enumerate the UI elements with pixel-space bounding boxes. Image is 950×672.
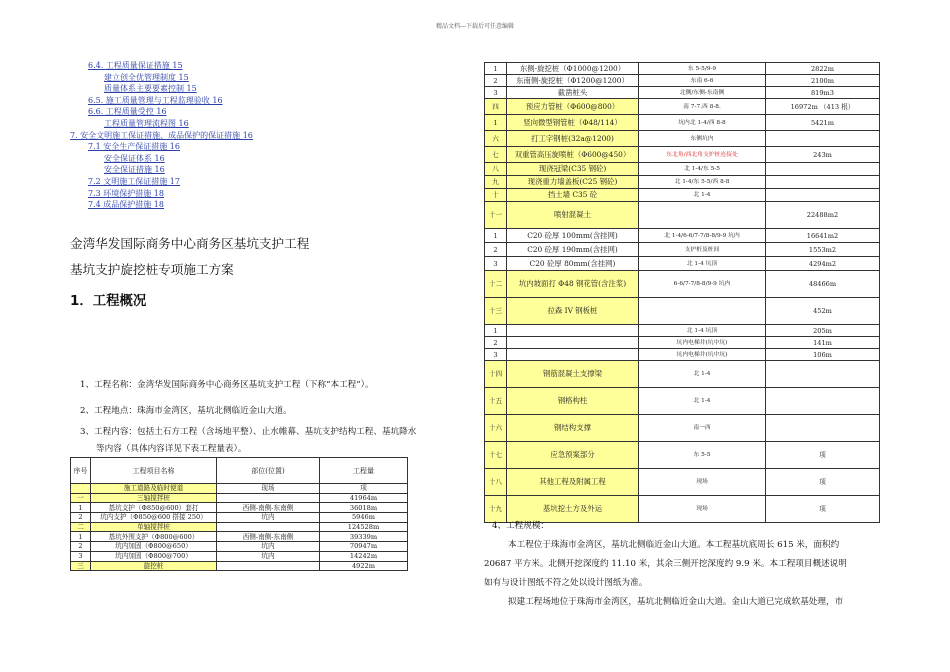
table-row (485, 229, 880, 243)
table-row (71, 561, 408, 571)
table-cell: 钢筋混凝土支撑梁 (507, 361, 639, 388)
table-row (71, 484, 408, 494)
table-of-contents (70, 60, 430, 211)
table-cell: 十二 (485, 271, 507, 298)
paragraph-scale-cont: 如有与设计图纸不符之处以设计图纸为准。 (484, 578, 648, 588)
table-cell: 现场 (639, 496, 766, 523)
table-cell: 坑内加固（Φ800@650） (91, 542, 217, 552)
table-cell: 坑内坡面打 Φ48 钢花管(含注浆) (507, 271, 639, 298)
table-cell: 十 (485, 189, 507, 202)
header-cell: 部位(位置) (217, 458, 320, 484)
table-cell: 西侧-南侧-东南侧 (217, 503, 320, 513)
table-cell: 1 (485, 115, 507, 131)
table-cell: 喷射混凝土 (507, 202, 639, 229)
table-cell: 双重管高压旋喷桩（Φ600@450） (507, 147, 639, 163)
table-cell: 十三 (485, 298, 507, 325)
paragraph-scale: 本工程位于珠海市金湾区，基坑北侧临近金山大道。本工程基坑底周长 615 米，面积约 (508, 540, 840, 550)
table-header-row (71, 458, 408, 484)
table-row (71, 551, 408, 561)
toc-entry[interactable]: 7.3 环境保护措施 18 (88, 188, 164, 198)
section-heading: 1．工程概况 (70, 294, 147, 309)
table-cell: 1 (485, 63, 507, 75)
table-cell: 三 (71, 561, 91, 571)
table-cell: 应急预案部分 (507, 442, 639, 469)
quantity-table-left (70, 457, 408, 571)
table-cell: 东北角/西北角支护桩连接处 (639, 147, 766, 163)
table-cell: 七 (485, 147, 507, 163)
table-cell: 14242m (320, 551, 408, 561)
table-cell: 预应力管桩（Φ600@800） (507, 99, 639, 115)
table-cell: 现场 (217, 484, 320, 494)
table-cell: 3 (485, 257, 507, 271)
toc-entry[interactable]: 7.2 文明施工保证措施 17 (88, 176, 180, 186)
table-cell: 项 (320, 484, 408, 494)
table-cell: 竖向微型钢管桩（Φ48/114） (507, 115, 639, 131)
table-cell: 3 (485, 87, 507, 99)
table-cell (766, 189, 880, 202)
toc-entry[interactable]: 6.5. 施工质量管理与工程监理验收 16 (88, 95, 223, 105)
table-cell: 四 (485, 99, 507, 115)
toc-entry[interactable]: 6.6. 工程质量受控 16 (88, 107, 167, 117)
toc-entry[interactable]: 6.4. 工程质量保证措施 15 (88, 61, 183, 70)
table-cell: 2100m (766, 75, 880, 87)
table-cell: 十九 (485, 496, 507, 523)
table-cell: 3 (485, 349, 507, 361)
table-cell: 东 5-5 (639, 442, 766, 469)
table-cell: 东侧-旋挖桩（Φ1000@1200） (507, 63, 639, 75)
table-cell: 项 (766, 442, 880, 469)
table-row (71, 513, 408, 523)
toc-entry[interactable]: 工程质量管理流程图 16 (104, 118, 189, 128)
header-cell: 工程量 (320, 458, 408, 484)
toc-entry[interactable]: 质量体系主要要素控制 15 (104, 84, 197, 94)
table-cell: 北侧/东侧-东南侧 (639, 87, 766, 99)
table-row (485, 337, 880, 349)
table-cell: 十一 (485, 202, 507, 229)
table-cell: 坑内 (217, 551, 320, 561)
table-cell: 5946m (320, 513, 408, 523)
table-row (485, 87, 880, 99)
table-cell: 16972m （413 根） (766, 99, 880, 115)
table-cell: 2 (485, 337, 507, 349)
table-cell: 124528m (320, 522, 408, 532)
table-cell: 2822m (766, 63, 880, 75)
table-cell: 单轴搅拌桩 (91, 522, 217, 532)
table-cell: 36018m (320, 503, 408, 513)
table-cell: 3 (71, 551, 91, 561)
table-cell: 现场 (639, 469, 766, 496)
paragraph-project-location: 2、工程地点：珠海市金湾区，基坑北侧临近金山大道。 (80, 406, 292, 416)
table-row (485, 257, 880, 271)
table-cell: 39339m (320, 532, 408, 542)
table-cell: 西侧-南侧-东南侧 (217, 532, 320, 542)
table-cell (507, 325, 639, 337)
toc-entry[interactable]: 安全保证体系 16 (104, 153, 165, 163)
table-row (485, 163, 880, 176)
table-cell: 2 (71, 542, 91, 552)
table-cell: 48466m (766, 271, 880, 298)
table-cell: 八 (485, 163, 507, 176)
table-cell: 41964m (320, 493, 408, 503)
table-cell (217, 493, 320, 503)
paragraph-scale-heading: 4、工程规模： (492, 521, 550, 531)
table-cell: 452m (766, 298, 880, 325)
table-cell: 2 (71, 513, 91, 523)
table-cell: 钢结构支撑 (507, 415, 639, 442)
header-note: 精品文档---下载后可任意编辑 (435, 23, 515, 30)
document-title: 金湾华发国际商务中心商务区基坑支护工程 (70, 236, 310, 251)
table-row (71, 503, 408, 513)
table-cell: 施工道路及临时便道 (91, 484, 217, 494)
table-cell: 十四 (485, 361, 507, 388)
table-row (485, 388, 880, 415)
table-row (71, 493, 408, 503)
table-cell: 基坑支护（Φ850@600）套打 (91, 503, 217, 513)
table-cell: 基坑外围支护（Φ800@600） (91, 532, 217, 542)
table-row (71, 522, 408, 532)
toc-entry[interactable]: 建立创全优管理制度 15 (104, 72, 189, 82)
table-cell: 一 (71, 493, 91, 503)
table-cell: C20 砼厚 190mm(含挂网) (507, 243, 639, 257)
table-cell: 项 (766, 496, 880, 523)
header-cell: 工程项目名称 (91, 458, 217, 484)
header-cell: 序号 (71, 458, 91, 484)
table-row (485, 415, 880, 442)
table-cell: 十六 (485, 415, 507, 442)
toc-entry[interactable]: 7.1 安全生产保证措施 16 (88, 142, 180, 152)
table-cell: 三轴搅拌桩 (91, 493, 217, 503)
table-cell: 坑内北 1-4/西 8-8 (639, 115, 766, 131)
table-row (485, 75, 880, 87)
table-cell: 1 (485, 229, 507, 243)
table-cell: 1553m2 (766, 243, 880, 257)
table-row (485, 469, 880, 496)
table-cell: 坑内 (217, 542, 320, 552)
table-cell: 1 (71, 532, 91, 542)
table-row (485, 176, 880, 189)
table-cell: 北 1-4 (639, 388, 766, 415)
table-cell: 钢格构柱 (507, 388, 639, 415)
table-cell: 22488m2 (766, 202, 880, 229)
table-cell: 东 5-5/9-9 (639, 63, 766, 75)
table-cell (71, 484, 91, 494)
table-cell (507, 349, 639, 361)
table-cell: 拉森 IV 钢板桩 (507, 298, 639, 325)
table-row (485, 349, 880, 361)
table-cell: 5421m (766, 115, 880, 131)
table-cell: 1 (485, 325, 507, 337)
right-text-block (484, 517, 884, 612)
paragraph-project-content-cont: 等内容（具体内容详见下表工程量表）。 (96, 444, 247, 454)
paragraph-site: 拟建工程场地位于珠海市金湾区，基坑北侧临近金山大道。金山大道已完成软基处理，市 (508, 597, 844, 607)
table-cell (766, 131, 880, 147)
table-cell: 4922m (320, 561, 408, 571)
table-cell: 坑内电梯井(坑中坑) (639, 349, 766, 361)
table-cell: 70947m (320, 542, 408, 552)
table-cell: 北 1-4/6-6/7-7/8-8/9-9 坑内 (639, 229, 766, 243)
table-cell: 截凿桩头 (507, 87, 639, 99)
toc-entry[interactable]: 7.4 成品保护措施 18 (88, 200, 164, 210)
table-cell: 106m (766, 349, 880, 361)
table-cell: 坑内 (217, 513, 320, 523)
table-cell: 1 (71, 503, 91, 513)
table-cell: 205m (766, 325, 880, 337)
table-cell: 北 1-4 (639, 189, 766, 202)
table-row (485, 147, 880, 163)
table-cell (507, 337, 639, 349)
table-cell: 东南侧-旋挖桩（Φ1200@1200） (507, 75, 639, 87)
table-cell: 其他工程及附属工程 (507, 469, 639, 496)
table-cell (639, 202, 766, 229)
table-row (485, 63, 880, 75)
toc-entry[interactable]: 安全保证措施 16 (104, 165, 165, 175)
table-cell: 2 (485, 75, 507, 87)
table-row (485, 361, 880, 388)
table-row (71, 532, 408, 542)
table-cell: 坑内支护（Φ850@600 搭接 250） (91, 513, 217, 523)
table-cell: 挡土墙 C35 砼 (507, 189, 639, 202)
table-row (485, 189, 880, 202)
table-row (485, 243, 880, 257)
paragraph-project-name: 1、工程名称：金湾华发国际商务中心商务区基坑支护工程（下称“本工程”）。 (80, 380, 374, 390)
table-cell: 819m3 (766, 87, 880, 99)
table-row (485, 99, 880, 115)
table-cell: 6-6/7-7/8-8/9-9 坑内 (639, 271, 766, 298)
table-cell: 南 7-7.西 8-8. (639, 99, 766, 115)
table-cell: 北 1-4/东 5-5/西 8-8 (639, 176, 766, 189)
table-cell: 4294m2 (766, 257, 880, 271)
table-cell: 坑内加固（Φ800@700） (91, 551, 217, 561)
table-cell: 基坑挖土方及外运 (507, 496, 639, 523)
table-cell: 北 1-4 坑顶 (639, 257, 766, 271)
table-row (71, 542, 408, 552)
table-row (485, 115, 880, 131)
table-cell: 243m (766, 147, 880, 163)
table-row (485, 325, 880, 337)
table-cell (766, 163, 880, 176)
table-row (485, 131, 880, 147)
table-cell: 现浇重力墙盖板(C25 钢砼) (507, 176, 639, 189)
table-cell: 北 1-4 坑顶 (639, 325, 766, 337)
table-cell: 十七 (485, 442, 507, 469)
table-cell (217, 561, 320, 571)
table-cell: 十八 (485, 469, 507, 496)
table-cell: 二 (71, 522, 91, 532)
table-cell: C20 砼厚 100mm(含挂网) (507, 229, 639, 243)
table-cell: 北 1-4 (639, 361, 766, 388)
table-cell: 项 (766, 469, 880, 496)
toc-entry[interactable]: 7. 安全文明施工保证措施、成品保护的保证措施 16 (70, 130, 253, 140)
table-row (485, 202, 880, 229)
table-cell: 16641m2 (766, 229, 880, 243)
table-cell: 六 (485, 131, 507, 147)
table-row (485, 271, 880, 298)
table-cell: C20 砼厚 80mm(含挂网) (507, 257, 639, 271)
table-row (485, 298, 880, 325)
table-cell (217, 522, 320, 532)
table-row (485, 442, 880, 469)
table-cell: 旋挖桩 (91, 561, 217, 571)
paragraph-scale-cont: 20687 平方米。北侧开挖深度约 11.10 米，其余三侧开挖深度约 9.9 米。本工程项目概述说明 (484, 559, 847, 569)
table-cell: 十五 (485, 388, 507, 415)
paragraph-project-content: 3、工程内容：包括土石方工程（含场地平整）、止水帷幕、基坑支护结构工程、基坑降水 (80, 427, 417, 437)
table-cell (766, 361, 880, 388)
table-cell (766, 388, 880, 415)
table-cell: 现浇冠梁(C35 钢砼) (507, 163, 639, 176)
table-cell: 北 1-4/东 5-5 (639, 163, 766, 176)
table-cell: 141m (766, 337, 880, 349)
table-cell: 南一西 (639, 415, 766, 442)
table-cell: 支护桩及桩间 (639, 243, 766, 257)
table-cell: 东侧坑内 (639, 131, 766, 147)
table-cell (766, 176, 880, 189)
table-cell: 九 (485, 176, 507, 189)
document-subtitle: 基坑支护旋挖桩专项施工方案 (70, 262, 234, 277)
table-cell: 东南 6-6 (639, 75, 766, 87)
table-cell (766, 415, 880, 442)
table-cell (639, 298, 766, 325)
table-cell: 坑内电梯井(坑中坑) (639, 337, 766, 349)
quantity-table-right (484, 62, 880, 523)
table-cell: 2 (485, 243, 507, 257)
table-cell: 打工字钢桩(32a@1200) (507, 131, 639, 147)
